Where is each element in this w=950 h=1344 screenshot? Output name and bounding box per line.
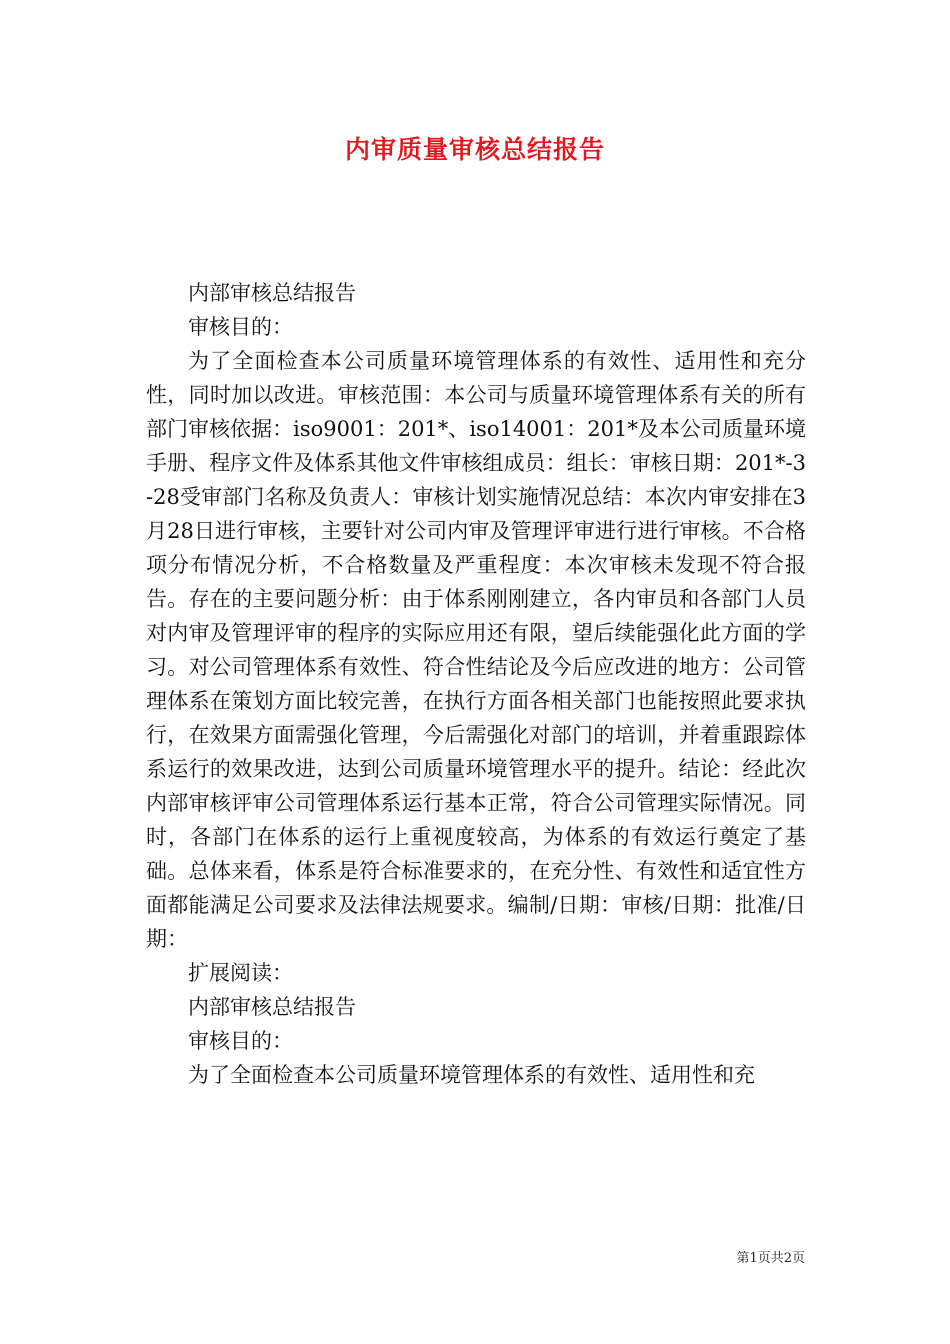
page-number-footer: 第1页共2页 xyxy=(736,1251,805,1266)
paragraph-extended-reading: 扩展阅读： xyxy=(188,961,293,985)
paragraph-heading: 内部审核总结报告 xyxy=(188,281,356,305)
document-body xyxy=(146,276,806,1092)
paragraph-purpose-label-repeat: 审核目的： xyxy=(188,1029,293,1053)
paragraph-content-continued: 为了全面检查本公司质量环境管理体系的有效性、适用性和充 xyxy=(188,1063,755,1087)
paragraph-purpose-label: 审核目的： xyxy=(188,315,293,339)
document-title: 内审质量审核总结报告 xyxy=(344,135,605,164)
paragraph-main-content: 为了全面检查本公司质量环境管理体系的有效性、适用性和充分性，同时加以改进。审核范围：本公司与质量环境管理体系有关的所有部门审核依据：iso9001：201*、iso14001：201*及本公司质量环境手册、程序文件及体系其他文件审核组成员：组长：审核日期：201*-3-28受审部门名称及负责人：审核计划实施情况总结：本次内审安排在3月28日进行审核，主要针对公司内审及管理评审进行进行审核。不合格项分布情况分析，不合格数量及严重程度：本次审核未发现不符合报告。存在的主要问题分析：由于体系刚刚建立，各内审员和各部门人员对内审及管理评审的程序的实际应用还有限，望后续能强化此方面的学习。对公司管理体系有效性、符合性结论及今后应改进的地方：公司管理体系在策划方面比较完善，在执行方面各相关部门也能按照此要求执行，在效果方面需强化管理，今后需强化对部门的培训，并着重跟踪体系运行的效果改进，达到公司质量环境管理水平的提升。结论：经此次内部审核评审公司管理体系运行基本正常，符合公司管理实际情况。同时，各部门在体系的运行上重视度较高，为体系的有效运行奠定了基础。总体来看，体系是符合标准要求的，在充分性、有效性和适宜性方面都能满足公司要求及法律法规要求。编制/日期：审核/日期：批准/日期： xyxy=(146,349,806,951)
paragraph-heading-repeat: 内部审核总结报告 xyxy=(188,995,356,1019)
